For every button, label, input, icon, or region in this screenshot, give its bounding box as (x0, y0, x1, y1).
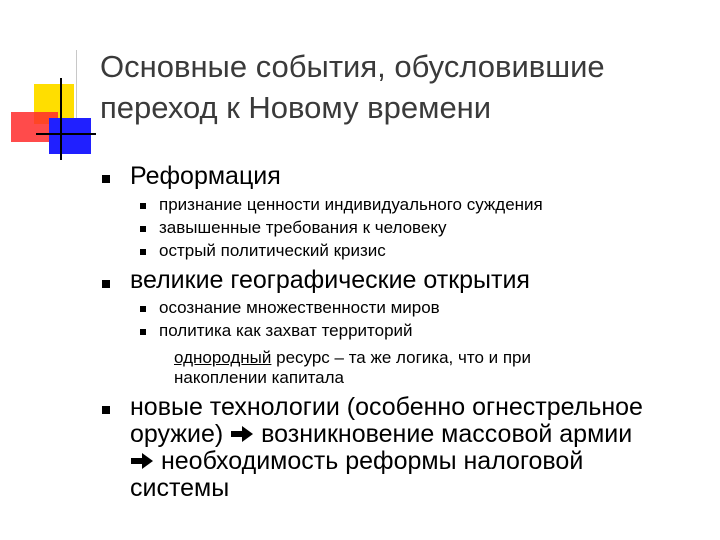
bullet-text-line (130, 420, 632, 449)
title-line-1: Основные события, обусловившие (100, 49, 605, 84)
slide-title (100, 46, 700, 128)
note-text: ресурс – та же логика, что и при (271, 348, 532, 367)
square-bullet-icon (102, 406, 110, 414)
square-bullet-icon (102, 280, 110, 288)
square-bullet-icon (102, 175, 110, 183)
title-line-2: переход к Новому времени (100, 90, 492, 125)
sub-bullet-text: осознание множественности миров (159, 298, 440, 317)
right-arrow-icon (230, 425, 254, 443)
sub-bullet-text: острый политический кризис (159, 241, 386, 260)
square-bullet-icon (140, 226, 146, 232)
square-bullet-icon (140, 329, 146, 335)
decorative-blue-square (49, 118, 91, 154)
bullet-text: необходимость реформы налоговой (160, 447, 584, 475)
bullet-geographic-discoveries: великие географические открытия (130, 266, 530, 294)
bullet-text: возникновение массовой армии (261, 420, 633, 448)
decorative-horizontal-line (36, 133, 96, 135)
bullet-text: новые технологии (особенно огнестрельное (130, 393, 643, 421)
right-arrow-icon (130, 452, 154, 470)
bullet-text: оружие) (130, 420, 224, 448)
decorative-vertical-line (60, 78, 62, 160)
square-bullet-icon (140, 203, 146, 209)
bullet-text-line (130, 447, 583, 476)
square-bullet-icon (140, 249, 146, 255)
bullet-new-technologies (130, 393, 643, 422)
underlined-word: однородный (174, 348, 272, 367)
bullet-text-line (130, 474, 229, 503)
sub-bullet-text: завышенные требования к человеку (159, 218, 447, 237)
square-bullet-icon (140, 306, 146, 312)
bullet-reformation: Реформация (130, 162, 281, 190)
bullet-text: системы (130, 474, 230, 502)
sub-bullet-note (174, 348, 531, 388)
sub-bullet-text: признание ценности индивидуального суждения (159, 195, 543, 214)
note-text-line-2: накоплении капитала (174, 368, 344, 387)
sub-bullet-text: политика как захват территорий (159, 321, 413, 340)
